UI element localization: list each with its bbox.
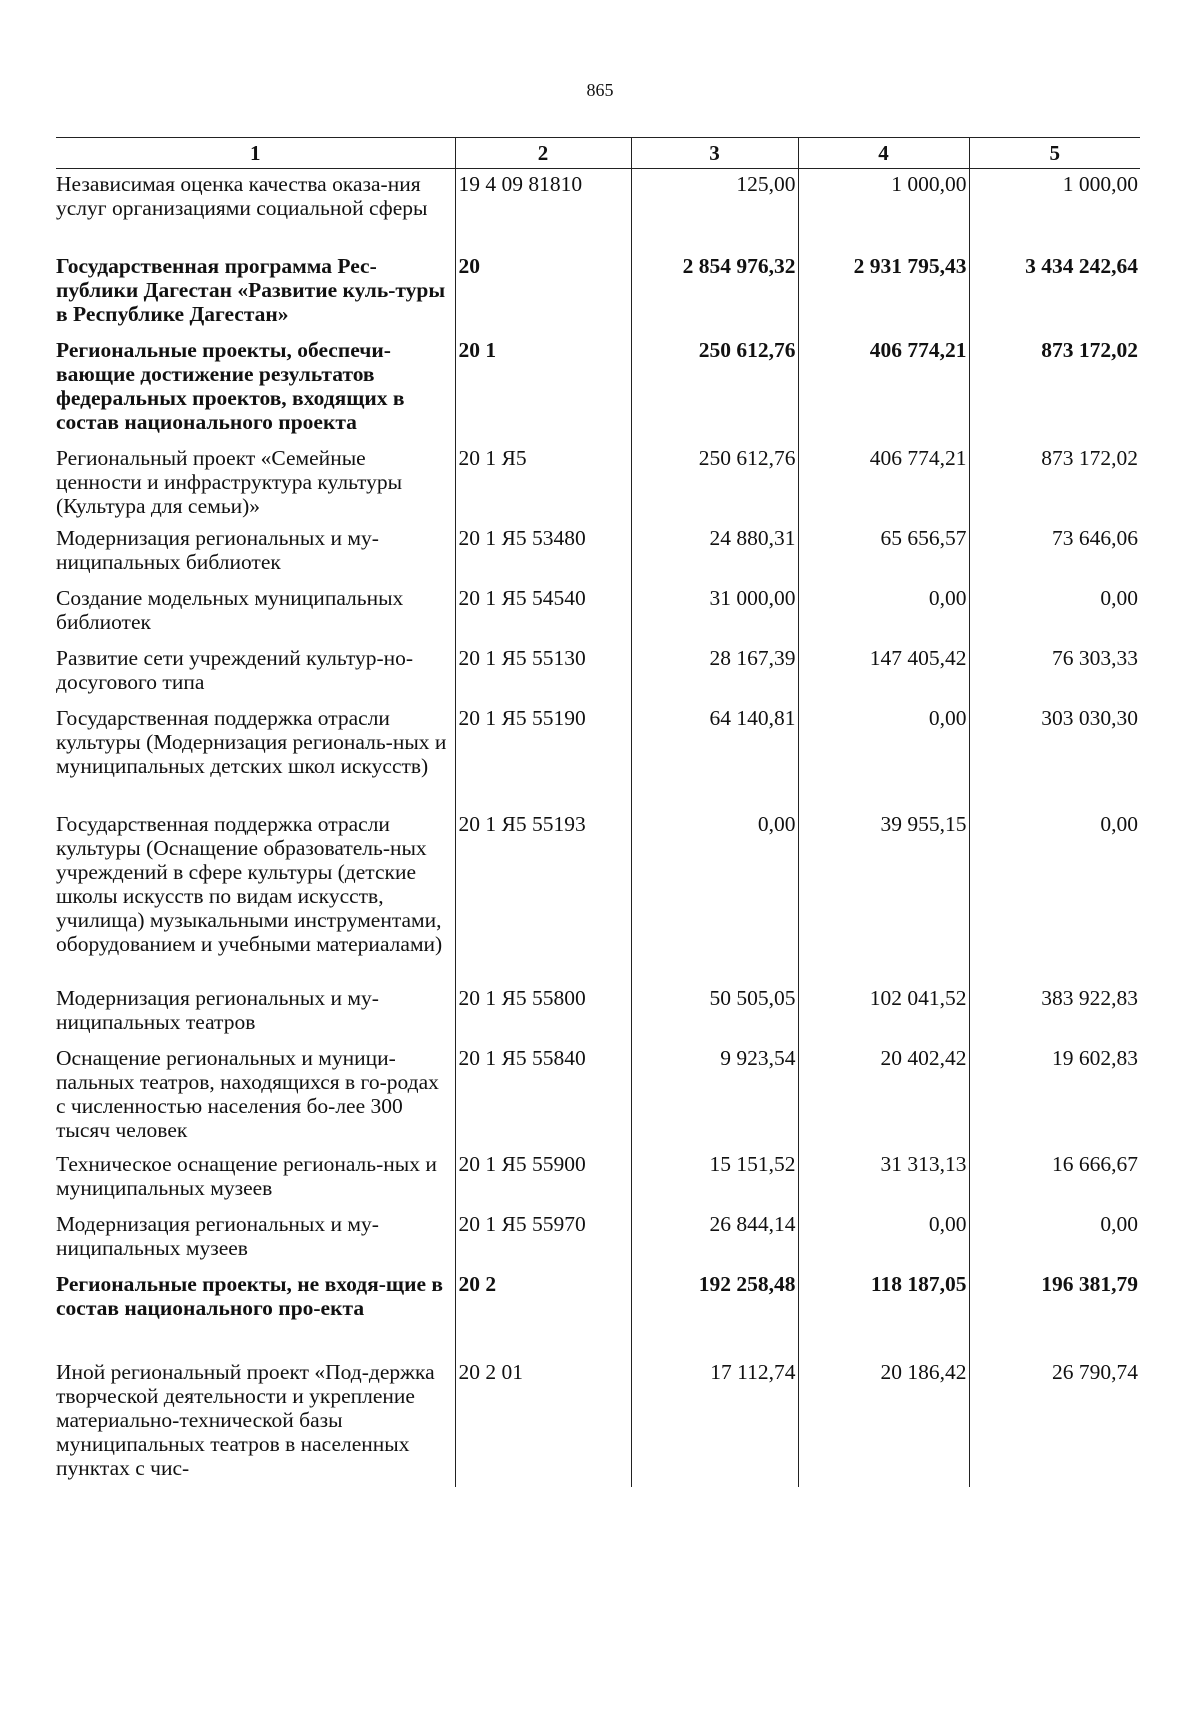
row-value-col3: 28 167,39 bbox=[631, 643, 798, 703]
row-value-col4: 65 656,57 bbox=[798, 523, 969, 583]
row-value-col3: 2 854 976,32 bbox=[631, 251, 798, 335]
table-row bbox=[56, 583, 1140, 643]
row-value-col3: 125,00 bbox=[631, 169, 798, 251]
row-code: 20 bbox=[455, 251, 631, 335]
row-value-col5: 383 922,83 bbox=[969, 983, 1140, 1043]
table-row bbox=[56, 983, 1140, 1043]
row-value-col3: 24 880,31 bbox=[631, 523, 798, 583]
row-name: Региональные проекты, не входя-щие в состав национального про-екта bbox=[56, 1271, 443, 1320]
table-row bbox=[56, 523, 1140, 583]
row-name: Независимая оценка качества оказа-ния услуг организациями социальной сферы bbox=[56, 172, 428, 220]
table-row bbox=[56, 1357, 1140, 1487]
row-code: 20 1 Я5 55970 bbox=[455, 1209, 631, 1269]
row-value-col3: 17 112,74 bbox=[631, 1357, 798, 1487]
row-code: 20 1 Я5 55130 bbox=[455, 643, 631, 703]
row-code: 20 1 Я5 55840 bbox=[455, 1043, 631, 1149]
row-name: Техническое оснащение региональ-ных и муниципальных музеев bbox=[56, 1151, 437, 1200]
column-header: 5 bbox=[969, 138, 1140, 169]
row-name: Иной региональный проект «Под-держка творческой деятельности и укрепление материально-технической базы муниципальных театров в населенных пунктах с чис- bbox=[56, 1359, 435, 1480]
row-value-col4: 31 313,13 bbox=[798, 1149, 969, 1209]
row-code: 20 2 bbox=[455, 1269, 631, 1357]
row-name: Создание модельных муниципальных библиотек bbox=[56, 585, 404, 634]
row-value-col3: 50 505,05 bbox=[631, 983, 798, 1043]
row-code: 20 2 01 bbox=[455, 1357, 631, 1487]
row-code: 20 1 Я5 55193 bbox=[455, 809, 631, 983]
row-value-col5: 73 646,06 bbox=[969, 523, 1140, 583]
row-code: 20 1 bbox=[455, 335, 631, 443]
row-value-col5: 873 172,02 bbox=[969, 443, 1140, 523]
row-value-col5: 19 602,83 bbox=[969, 1043, 1140, 1149]
row-name: Государственная поддержка отрасли культуры (Модернизация региональ-ных и муниципальных детских школ искусств) bbox=[56, 705, 447, 778]
row-value-col5: 0,00 bbox=[969, 583, 1140, 643]
header-row bbox=[56, 138, 1140, 169]
row-value-col4: 0,00 bbox=[798, 703, 969, 809]
row-value-col4: 39 955,15 bbox=[798, 809, 969, 983]
row-value-col5: 16 666,67 bbox=[969, 1149, 1140, 1209]
row-value-col5: 26 790,74 bbox=[969, 1357, 1140, 1487]
row-value-col4: 406 774,21 bbox=[798, 443, 969, 523]
table-row bbox=[56, 1269, 1140, 1357]
page-number: 865 bbox=[586, 80, 614, 100]
table-row bbox=[56, 251, 1140, 335]
table-row bbox=[56, 335, 1140, 443]
row-value-col4: 0,00 bbox=[798, 583, 969, 643]
column-header: 1 bbox=[56, 138, 455, 169]
row-name: Модернизация региональных и му-ниципальных музеев bbox=[56, 1211, 379, 1260]
row-value-col4: 0,00 bbox=[798, 1209, 969, 1269]
table-row bbox=[56, 1043, 1140, 1149]
row-value-col3: 26 844,14 bbox=[631, 1209, 798, 1269]
row-value-col3: 64 140,81 bbox=[631, 703, 798, 809]
row-value-col5: 873 172,02 bbox=[969, 335, 1140, 443]
budget-table bbox=[56, 137, 1140, 1487]
row-value-col3: 9 923,54 bbox=[631, 1043, 798, 1149]
table-body bbox=[56, 169, 1140, 1487]
table-row bbox=[56, 703, 1140, 809]
row-value-col4: 102 041,52 bbox=[798, 983, 969, 1043]
row-value-col4: 147 405,42 bbox=[798, 643, 969, 703]
row-code: 20 1 Я5 55900 bbox=[455, 1149, 631, 1209]
row-code: 19 4 09 81810 bbox=[455, 169, 631, 251]
row-value-col4: 1 000,00 bbox=[798, 169, 969, 251]
column-header: 4 bbox=[798, 138, 969, 169]
table-row bbox=[56, 443, 1140, 523]
row-code: 20 1 Я5 54540 bbox=[455, 583, 631, 643]
row-value-col3: 15 151,52 bbox=[631, 1149, 798, 1209]
table-row bbox=[56, 1149, 1140, 1209]
table-row bbox=[56, 809, 1140, 983]
row-code: 20 1 Я5 bbox=[455, 443, 631, 523]
row-name: Развитие сети учреждений культур-но-досугового типа bbox=[56, 645, 414, 694]
row-name: Модернизация региональных и му-ниципальных библиотек bbox=[56, 525, 379, 574]
row-name: Государственная поддержка отрасли культуры (Оснащение образователь-ных учреждений в сфере культуры (детские школы искусств по видам искусств, училища) музыкальными инструментами, оборудованием и учебными материалами) bbox=[56, 811, 443, 956]
row-name: Модернизация региональных и му-ниципальных театров bbox=[56, 985, 379, 1034]
table-row bbox=[56, 643, 1140, 703]
row-value-col5: 196 381,79 bbox=[969, 1269, 1140, 1357]
row-value-col5: 0,00 bbox=[969, 1209, 1140, 1269]
row-value-col5: 76 303,33 bbox=[969, 643, 1140, 703]
row-code: 20 1 Я5 55800 bbox=[455, 983, 631, 1043]
row-code: 20 1 Я5 55190 bbox=[455, 703, 631, 809]
table-row bbox=[56, 1209, 1140, 1269]
row-value-col3: 0,00 bbox=[631, 809, 798, 983]
row-value-col5: 303 030,30 bbox=[969, 703, 1140, 809]
row-value-col4: 406 774,21 bbox=[798, 335, 969, 443]
row-value-col3: 192 258,48 bbox=[631, 1269, 798, 1357]
row-value-col3: 250 612,76 bbox=[631, 443, 798, 523]
row-value-col4: 118 187,05 bbox=[798, 1269, 969, 1357]
column-header: 3 bbox=[631, 138, 798, 169]
row-value-col5: 1 000,00 bbox=[969, 169, 1140, 251]
row-value-col5: 3 434 242,64 bbox=[969, 251, 1140, 335]
row-value-col3: 31 000,00 bbox=[631, 583, 798, 643]
row-name: Региональные проекты, обеспечи-вающие достижение результатов федеральных проектов, входящих в состав национального проекта bbox=[56, 337, 405, 434]
row-code: 20 1 Я5 53480 bbox=[455, 523, 631, 583]
column-header: 2 bbox=[455, 138, 631, 169]
row-value-col3: 250 612,76 bbox=[631, 335, 798, 443]
row-name: Государственная программа Рес-публики Дагестан «Развитие куль-туры в Республике Дагестан» bbox=[56, 253, 446, 326]
row-value-col4: 2 931 795,43 bbox=[798, 251, 969, 335]
row-name: Региональный проект «Семейные ценности и инфраструктура культуры (Культура для семьи)» bbox=[56, 445, 403, 518]
row-name: Оснащение региональных и муници-пальных театров, находящихся в го-родах с численностью населения бо-лее 300 тысяч человек bbox=[56, 1045, 439, 1142]
row-value-col5: 0,00 bbox=[969, 809, 1140, 983]
row-value-col4: 20 402,42 bbox=[798, 1043, 969, 1149]
row-value-col4: 20 186,42 bbox=[798, 1357, 969, 1487]
table-row bbox=[56, 169, 1140, 251]
